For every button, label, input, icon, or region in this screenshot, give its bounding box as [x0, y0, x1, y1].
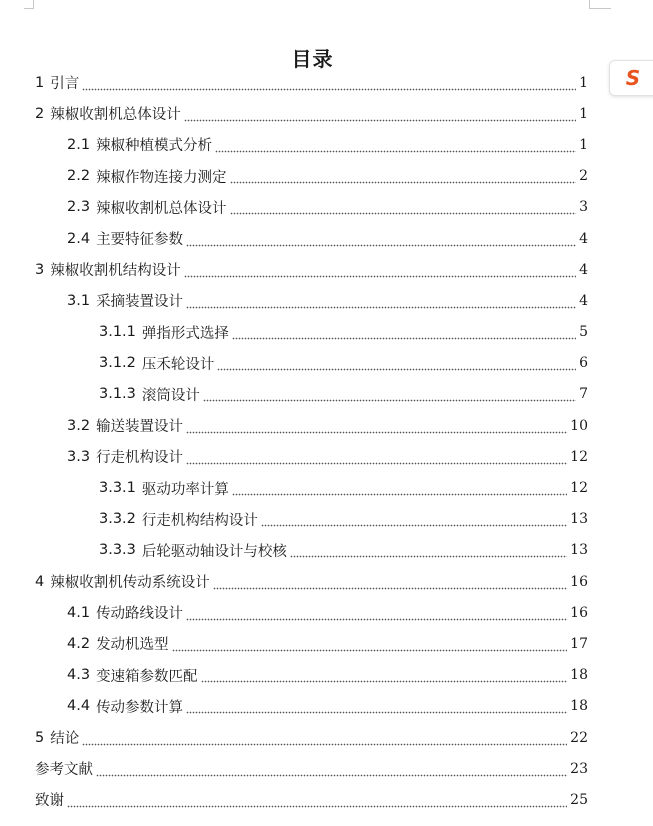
- toc-entry-number: 3.3.3: [99, 542, 136, 559]
- toc-entry[interactable]: [35, 161, 588, 192]
- toc-entry[interactable]: [35, 722, 588, 753]
- toc-entry[interactable]: [35, 223, 588, 254]
- toc-entry[interactable]: [35, 597, 588, 628]
- toc-entry[interactable]: [35, 504, 588, 535]
- dot-leader: [186, 295, 576, 309]
- toc-entry-title: 后轮驱动轴设计与校核: [141, 543, 287, 560]
- toc-entry-title: 辣椒作物连接力测定: [96, 169, 227, 186]
- dot-leader: [96, 763, 567, 777]
- toc-entry-title: 辣椒收割机总体设计: [96, 200, 227, 217]
- dot-leader: [186, 233, 576, 247]
- toc-entry-number: 2: [35, 105, 45, 122]
- sogou-input-icon: S: [625, 66, 641, 90]
- toc-entry-page-number: 23: [570, 760, 588, 777]
- toc-entry[interactable]: [35, 379, 588, 410]
- toc-entry-title: 行走机构结构设计: [141, 512, 258, 529]
- toc-entry[interactable]: [35, 348, 588, 379]
- toc-entry-title: 引言: [50, 76, 80, 93]
- dot-leader: [213, 576, 567, 590]
- toc-entry-page-number: 13: [570, 542, 588, 559]
- toc-entry-number: 2.2: [67, 168, 91, 185]
- toc-entry-number: 3.1.1: [99, 324, 136, 341]
- toc-entry-number: 4.4: [67, 698, 91, 715]
- toc-entry-title: 变速箱参数匹配: [96, 668, 198, 685]
- toc-entry-number: 3.1: [67, 292, 91, 309]
- toc-entry-number: 3.3: [67, 448, 91, 465]
- dot-leader: [232, 482, 567, 496]
- dot-leader: [290, 544, 567, 558]
- input-method-badge[interactable]: [609, 60, 653, 96]
- dot-leader: [184, 108, 576, 122]
- toc-entry[interactable]: [35, 691, 588, 722]
- crop-mark-right-horizontal: [589, 8, 611, 9]
- toc-entry-number: 2.3: [67, 199, 91, 216]
- toc-entry-title: 滚筒设计: [141, 387, 200, 404]
- toc-entry[interactable]: [35, 566, 588, 597]
- toc-entry-page-number: 25: [570, 791, 588, 808]
- toc-entry-title: 输送装置设计: [96, 419, 184, 436]
- toc-entry-title: 压禾轮设计: [141, 356, 215, 373]
- toc-entry-page-number: 3: [579, 199, 588, 216]
- dot-leader: [186, 700, 567, 714]
- dot-leader: [172, 638, 568, 652]
- dot-leader: [232, 326, 576, 340]
- toc-entry[interactable]: [35, 317, 588, 348]
- toc-entry[interactable]: [35, 628, 588, 659]
- toc-entry-page-number: 4: [579, 261, 588, 278]
- toc-entry-page-number: 1: [579, 136, 588, 153]
- dot-leader: [230, 170, 577, 184]
- dot-leader: [201, 669, 568, 683]
- toc-entry-number: 3.3.1: [99, 480, 136, 497]
- toc-entry[interactable]: [35, 753, 588, 784]
- dot-leader: [215, 139, 576, 153]
- toc-entry-number: 4.1: [67, 604, 91, 621]
- toc-entry-title: 弹指形式选择: [141, 325, 229, 342]
- toc-entry-title: 传动路线设计: [96, 606, 184, 623]
- toc-entry[interactable]: [35, 254, 588, 285]
- toc-entry-title: 辣椒收割机总体设计: [50, 107, 181, 124]
- toc-entry-page-number: 12: [570, 448, 588, 465]
- dot-leader: [230, 201, 577, 215]
- toc-entry-page-number: 1: [579, 105, 588, 122]
- toc-entry[interactable]: [35, 410, 588, 441]
- toc-entry-number: 3.1.2: [99, 355, 136, 372]
- toc-entry[interactable]: [35, 660, 588, 691]
- crop-mark-left-horizontal: [24, 8, 34, 9]
- toc-entry-title: 行走机构设计: [96, 450, 184, 467]
- toc-entry-title: 辣椒收割机传动系统设计: [50, 575, 210, 592]
- toc-entry-number: 4.3: [67, 667, 91, 684]
- toc-entry-number: 2.4: [67, 230, 91, 247]
- toc-entry-title: 参考文献: [35, 762, 93, 779]
- toc-entry-page-number: 5: [579, 324, 588, 341]
- toc-entry-title: 发动机选型: [96, 637, 169, 654]
- toc-entry-title: 致谢: [35, 793, 64, 810]
- toc-entry-page-number: 22: [570, 729, 588, 746]
- toc-entry-page-number: 18: [570, 698, 588, 715]
- toc-entry-page-number: 4: [579, 230, 588, 247]
- toc-entry[interactable]: [35, 441, 588, 472]
- toc-entry-title: 传动参数计算: [96, 699, 184, 716]
- toc-entry-page-number: 6: [579, 355, 588, 372]
- toc-entry-title: 驱动功率计算: [141, 481, 229, 498]
- dot-leader: [203, 388, 576, 402]
- toc-entry-number: 3.1.3: [99, 386, 136, 403]
- dot-leader: [217, 357, 576, 371]
- toc-entry[interactable]: [35, 192, 588, 223]
- dot-leader: [67, 794, 567, 808]
- toc-entry-number: 1: [35, 74, 45, 91]
- toc-entry-title: 主要特征参数: [96, 232, 184, 249]
- toc-entry-page-number: 1: [579, 74, 588, 91]
- toc-entry-page-number: 13: [570, 511, 588, 528]
- toc-entry[interactable]: [35, 98, 588, 129]
- table-of-contents: [35, 67, 588, 816]
- toc-entry-title: 辣椒种植模式分析: [96, 138, 213, 155]
- toc-entry[interactable]: [35, 535, 588, 566]
- toc-entry-number: 5: [35, 729, 45, 746]
- dot-leader: [186, 451, 567, 465]
- toc-entry[interactable]: [35, 129, 588, 160]
- toc-entry-number: 2.1: [67, 136, 91, 153]
- toc-entry-number: 4: [35, 573, 45, 590]
- toc-entry[interactable]: [35, 67, 588, 98]
- toc-entry-title: 辣椒收割机结构设计: [50, 263, 181, 280]
- dot-leader: [186, 607, 567, 621]
- toc-entry-number: 3: [35, 261, 45, 278]
- toc-entry-page-number: 16: [570, 604, 588, 621]
- dot-leader: [82, 77, 576, 91]
- toc-entry[interactable]: [35, 285, 588, 316]
- toc-entry[interactable]: [35, 784, 588, 815]
- toc-entry-page-number: 2: [579, 168, 588, 185]
- toc-entry-number: 3.3.2: [99, 511, 136, 528]
- page-title: 目录: [291, 47, 334, 72]
- toc-entry-page-number: 4: [579, 292, 588, 309]
- toc-entry-page-number: 12: [570, 480, 588, 497]
- toc-entry-page-number: 16: [570, 573, 588, 590]
- toc-entry-page-number: 10: [570, 417, 588, 434]
- dot-leader: [186, 420, 567, 434]
- toc-entry-number: 4.2: [67, 635, 91, 652]
- dot-leader: [261, 513, 567, 527]
- dot-leader: [184, 264, 576, 278]
- toc-entry-title: 结论: [50, 731, 80, 748]
- toc-entry-page-number: 17: [570, 635, 588, 652]
- toc-entry-page-number: 18: [570, 667, 588, 684]
- toc-entry[interactable]: [35, 472, 588, 503]
- toc-entry-title: 采摘装置设计: [96, 294, 184, 311]
- toc-entry-number: 3.2: [67, 417, 91, 434]
- dot-leader: [82, 732, 567, 746]
- toc-entry-page-number: 7: [579, 386, 588, 403]
